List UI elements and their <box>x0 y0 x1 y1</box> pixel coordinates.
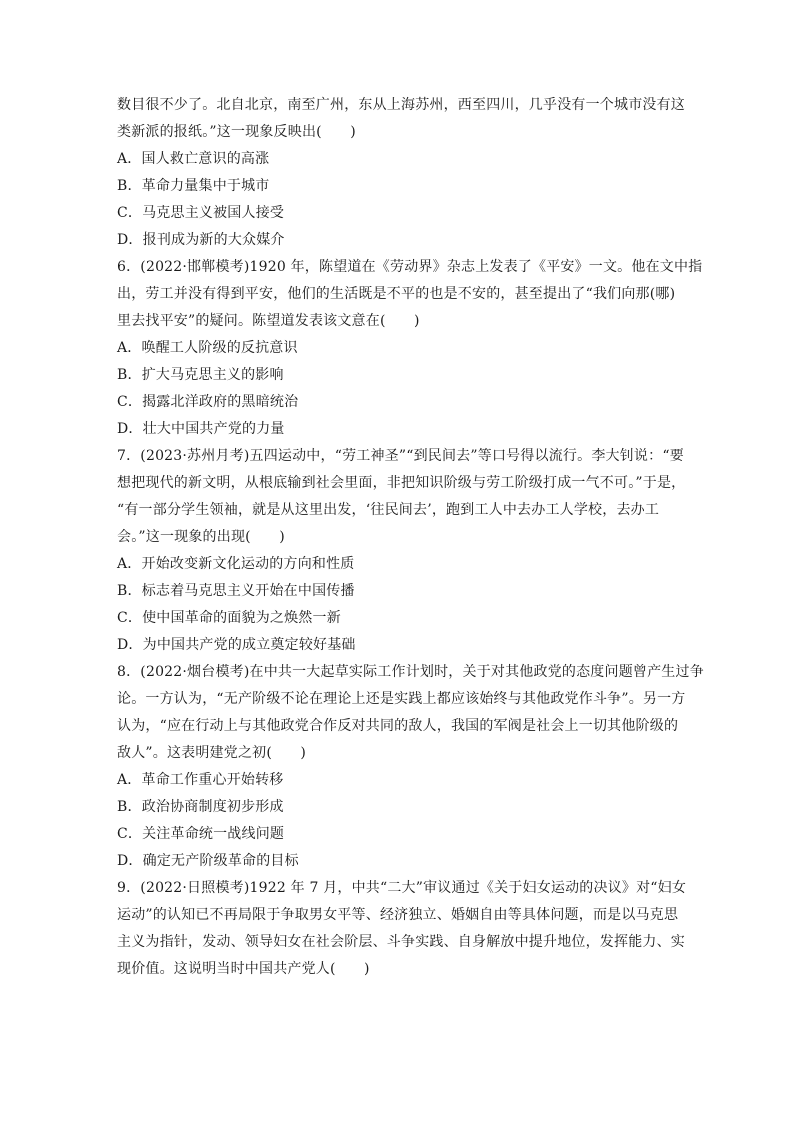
option-c: C．关注革命统一战线问题 <box>117 826 285 842</box>
option-d: D．确定无产阶级革命的目标 <box>117 853 299 869</box>
question-8 <box>117 659 704 875</box>
question-text-line: 7．(2023·苏州月考)五四运动中，“劳工神圣”“到民间去”等口号得以流行。李大钊说：“要 <box>117 448 684 464</box>
question-5-continued <box>117 92 684 254</box>
question-7 <box>117 443 684 659</box>
question-text-line: “有一部分学生领袖，就是从这里出发，‘往民间去’，跑到工人中去办工人学校，去办工 <box>117 502 660 518</box>
option-d: D．壮大中国共产党的力量 <box>117 421 285 437</box>
option-b: B．标志着马克思主义开始在中国传播 <box>117 583 355 599</box>
question-text-line: 想把现代的新文明，从根底输到社会里面，非把知识阶级与劳工阶级打成一气不可。”于是， <box>117 475 686 491</box>
option-a: A．革命工作重心开始转移 <box>117 772 284 788</box>
option-b: B．政治协商制度初步形成 <box>117 799 284 815</box>
question-text-line: 类新派的报纸。”这一现象反映出( ) <box>117 124 356 140</box>
question-text-line: 8．(2022·烟台模考)在中共一大起草实际工作计划时，关于对其他政党的态度问题曾产生过争 <box>117 664 704 680</box>
question-text-line: 数目很不少了。北自北京，南至广州，东从上海苏州，西至四川，几乎没有一个城市没有这 <box>117 97 685 113</box>
option-a: A．开始改变新文化运动的方向和性质 <box>117 556 355 572</box>
question-text-line: 现价值。这说明当时中国共产党人( ) <box>117 961 370 977</box>
option-c: C．使中国革命的面貌为之焕然一新 <box>117 610 341 626</box>
question-text-line: 9．(2022·日照模考)1922 年 7 月，中共“二大”审议通过《关于妇女运动的决议》对“妇女 <box>117 880 687 896</box>
question-text-line: 会。”这一现象的出现( ) <box>117 529 285 545</box>
question-text-line: 出，劳工并没有得到平安，他们的生活既是不平的也是不安的，甚至提出了“我们向那(哪) <box>117 286 676 302</box>
option-d: D．报刊成为新的大众媒介 <box>117 232 285 248</box>
option-b: B．革命力量集中于城市 <box>117 178 270 194</box>
option-a: A．唤醒工人阶级的反抗意识 <box>117 340 298 356</box>
question-text-line: 认为，“应在行动上与其他政党合作反对共同的敌人，我国的军阀是社会上一切其他阶级的 <box>117 718 679 734</box>
question-text-line: 论。一方认为，“无产阶级不论在理论上还是实践上都应该始终与其他政党作斗争”。另一方 <box>117 691 686 707</box>
option-c: C．马克思主义被国人接受 <box>117 205 285 221</box>
question-9 <box>117 875 687 983</box>
option-d: D．为中国共产党的成立奠定较好基础 <box>117 637 356 653</box>
question-text-line: 主义为指针，发动、领导妇女在社会阶层、斗争实践、自身解放中提升地位，发挥能力、实 <box>117 934 685 950</box>
option-b: B．扩大马克思主义的影响 <box>117 367 284 383</box>
option-c: C．揭露北洋政府的黑暗统治 <box>117 394 299 410</box>
question-text-line: 运动”的认知已不再局限于争取男女平等、经济独立、婚姻自由等具体问题，而是以马克思 <box>117 907 679 923</box>
question-6 <box>117 254 703 443</box>
question-text-line: 6．(2022·邯郸模考)1920 年，陈望道在《劳动界》杂志上发表了《平安》一文。他在文中指 <box>117 259 703 275</box>
option-a: A．国人救亡意识的高涨 <box>117 151 270 167</box>
question-text-line: 里去找平安”的疑问。陈望道发表该文意在( ) <box>117 313 420 329</box>
question-text-line: 敌人”。这表明建党之初( ) <box>117 745 307 761</box>
